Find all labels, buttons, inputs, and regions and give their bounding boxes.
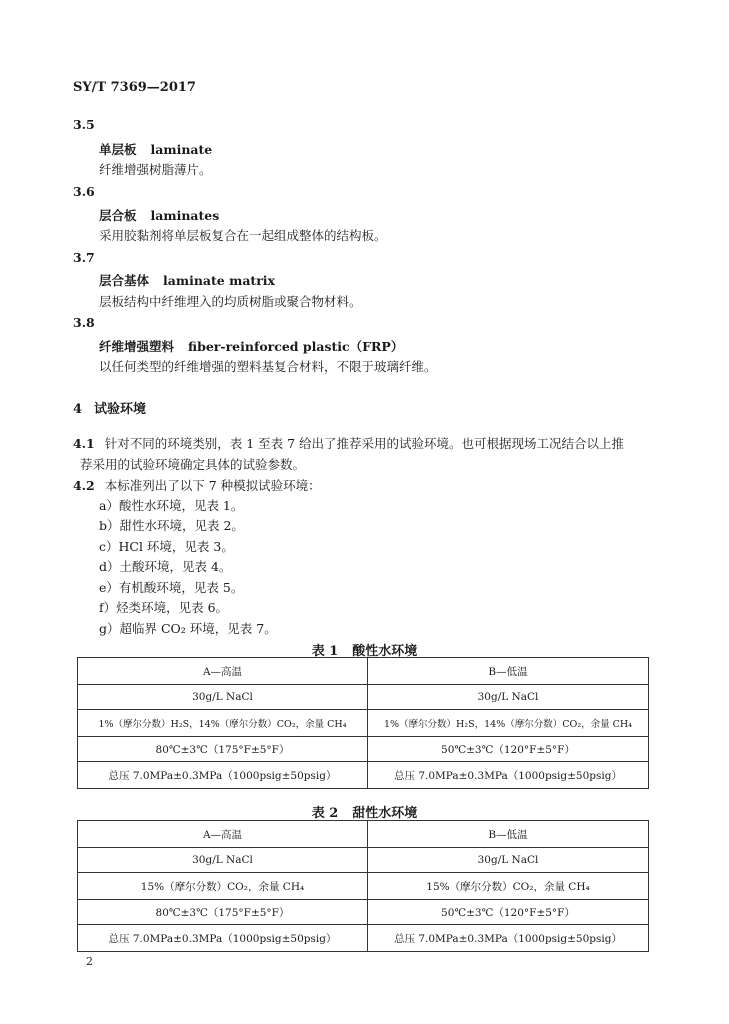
table-sweet-water — [77, 820, 649, 952]
term-heading — [99, 140, 212, 158]
table-row — [78, 873, 649, 900]
table-cell: 总压 7.0MPa±0.3MPa（1000psig±50psig） — [368, 762, 649, 789]
table-title: 甜性水环境 — [352, 806, 418, 821]
table-cell: 15%（摩尔分数）CO₂，余量 CH₄ — [78, 873, 368, 900]
term-en: fiber-reinforced plastic（FRP） — [188, 339, 404, 354]
term-en: laminate matrix — [163, 273, 275, 288]
term-en: laminate — [150, 142, 213, 157]
clause-number: 3.8 — [73, 315, 95, 330]
table-cell: 50℃±3℃（120°F±5°F） — [368, 737, 649, 762]
section-number: 4 — [73, 402, 83, 417]
term-zh: 纤维增强塑料 — [99, 339, 175, 354]
term-zh: 单层板 — [99, 142, 137, 157]
table-cell: 总压 7.0MPa±0.3MPa（1000psig±50psig） — [78, 762, 368, 789]
table-row — [78, 685, 649, 710]
term-heading — [99, 337, 403, 355]
table-row — [78, 848, 649, 873]
list-item: g）超临界 CO₂ 环境，见表 7。 — [99, 621, 277, 636]
paragraph-4-2 — [73, 476, 321, 494]
table-row — [78, 710, 649, 737]
table-cell: A—高温 — [78, 658, 368, 685]
list-item: b）甜性水环境，见表 2。 — [99, 518, 244, 533]
page-number: 2 — [86, 955, 93, 968]
table-cell: A—高温 — [78, 821, 368, 848]
term-heading — [99, 206, 219, 224]
table-cell: 15%（摩尔分数）CO₂，余量 CH₄ — [368, 873, 649, 900]
list-item: e）有机酸环境，见表 5。 — [99, 580, 244, 595]
clause-number: 3.7 — [73, 250, 95, 265]
clause-number: 3.5 — [73, 117, 95, 132]
table-row — [78, 737, 649, 762]
document-header: SY/T 7369—2017 — [73, 80, 196, 95]
clause-number: 4.1 — [73, 436, 95, 451]
clause-number: 3.6 — [73, 184, 95, 199]
table-number: 表 1 — [311, 644, 339, 659]
table-row — [78, 658, 649, 685]
list-item: d）土酸环境，见表 4。 — [99, 559, 232, 574]
table-cell: 80℃±3℃（175°F±5°F） — [78, 737, 368, 762]
clause-number: 4.2 — [73, 478, 95, 493]
term-definition: 以任何类型的纤维增强的塑料基复合材料，不限于玻璃纤维。 — [99, 359, 437, 374]
table-cell: B—低温 — [368, 821, 649, 848]
paragraph-continuation: 荐采用的试验环境确定具体的试验参数。 — [80, 457, 306, 472]
term-heading — [99, 271, 275, 289]
table-cell: 30g/L NaCl — [78, 685, 368, 710]
table-row — [78, 925, 649, 952]
table-cell: 总压 7.0MPa±0.3MPa（1000psig±50psig） — [368, 925, 649, 952]
term-definition: 层板结构中纤维埋入的均质树脂或聚合物材料。 — [99, 294, 362, 309]
paragraph-text: 本标准列出了以下 7 种模拟试验环境： — [104, 478, 321, 493]
table-cell: B—低温 — [368, 658, 649, 685]
section-title: 试验环境 — [94, 402, 147, 417]
table-cell: 30g/L NaCl — [368, 685, 649, 710]
table-cell: 50℃±3℃（120°F±5°F） — [368, 900, 649, 925]
table-cell: 总压 7.0MPa±0.3MPa（1000psig±50psig） — [78, 925, 368, 952]
table-cell: 1%（摩尔分数）H₂S，14%（摩尔分数）CO₂，余量 CH₄ — [78, 710, 368, 737]
term-zh: 层合板 — [99, 208, 137, 223]
term-definition: 纤维增强树脂薄片。 — [99, 162, 212, 177]
table-cell: 1%（摩尔分数）H₂S，14%（摩尔分数）CO₂，余量 CH₄ — [368, 710, 649, 737]
section-heading — [73, 398, 146, 417]
list-item: c）HCl 环境，见表 3。 — [99, 539, 234, 554]
table-row — [78, 900, 649, 925]
table-cell: 30g/L NaCl — [368, 848, 649, 873]
term-en: laminates — [150, 208, 220, 223]
table-acid-water — [77, 657, 649, 789]
paragraph-text: 针对不同的环境类别，表 1 至表 7 给出了推荐采用的试验环境。也可根据现场工况结合以上推 — [104, 436, 625, 451]
table-title: 酸性水环境 — [352, 644, 418, 659]
table-row — [78, 821, 649, 848]
table-cell: 80℃±3℃（175°F±5°F） — [78, 900, 368, 925]
list-item: a）酸性水环境，见表 1。 — [99, 498, 244, 513]
term-zh: 层合基体 — [99, 273, 150, 288]
table-number: 表 2 — [311, 806, 339, 821]
list-item: f）烃类环境，见表 6。 — [99, 600, 229, 615]
table-cell: 30g/L NaCl — [78, 848, 368, 873]
table-row — [78, 762, 649, 789]
term-definition: 采用胶黏剂将单层板复合在一起组成整体的结构板。 — [99, 228, 387, 243]
table-caption — [0, 802, 729, 821]
paragraph-4-1 — [73, 434, 624, 452]
